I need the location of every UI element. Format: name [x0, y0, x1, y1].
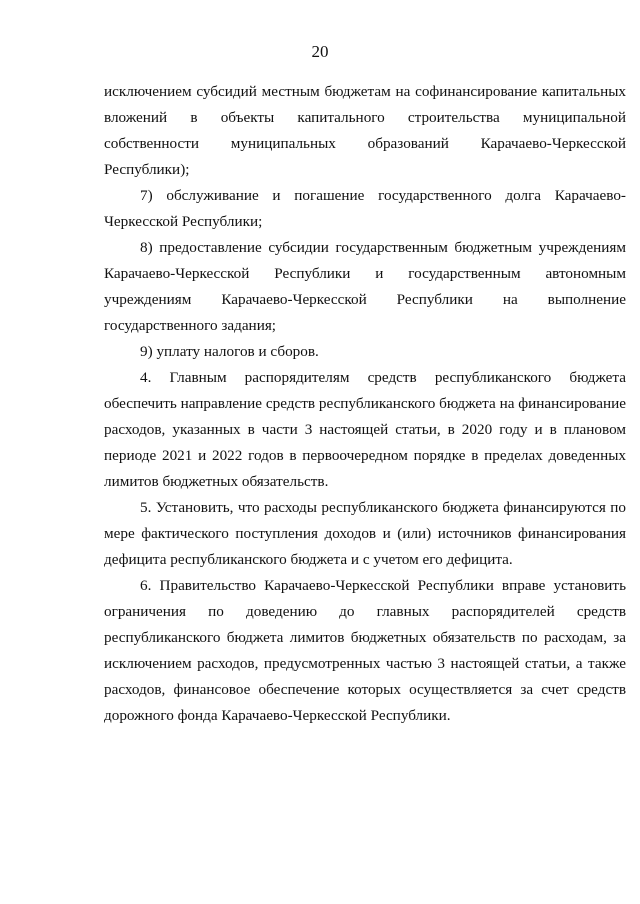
paragraph-item-9: 9) уплату налогов и сборов. [140, 343, 319, 360]
paragraph-item-8: 8) предоставление субсидии государственным бюджетным учреждениям Карачаево-Черкесской Республики и государственным автономным учреждениям Карачаево-Черкесской Республики на выполнение государственного задания; [104, 239, 626, 334]
page-number: 20 [311, 42, 329, 61]
paragraph-clause-6: 6. Правительство Карачаево-Черкесской Республики вправе установить ограничения по доведению до главных распорядителей средств республиканского бюджета лимитов бюджетных обязательств по расходам, за исключением расходов, предусмотренных частью 3 настоящей статьи, а также расходов, финансовое обеспечение которых осуществляется за счет средств дорожного фонда Карачаево-Черкесской Республики. [104, 577, 626, 724]
paragraph-clause-4: 4. Главным распорядителям средств республиканского бюджета обеспечить направление средств республиканского бюджета на финансирование расходов, указанных в части 3 настоящей статьи, в 2020 году и в плановом периоде 2021 и 2022 годов в первоочередном порядке в пределах доведенных лимитов бюджетных обязательств. [104, 369, 626, 490]
paragraph-continuation: исключением субсидий местным бюджетам на софинансирование капитальных вложений в объекты капитального строительства муниципальной собственности муниципальных образований Карачаево-Черкесской Республики); [104, 83, 626, 178]
paragraph-item-7: 7) обслуживание и погашение государственного долга Карачаево-Черкесской Республики; [104, 187, 626, 230]
document-body [104, 79, 626, 729]
paragraph-clause-5: 5. Установить, что расходы республиканского бюджета финансируются по мере фактического поступления доходов и (или) источников финансирования дефицита республиканского бюджета и с учетом его дефицита. [104, 499, 626, 568]
